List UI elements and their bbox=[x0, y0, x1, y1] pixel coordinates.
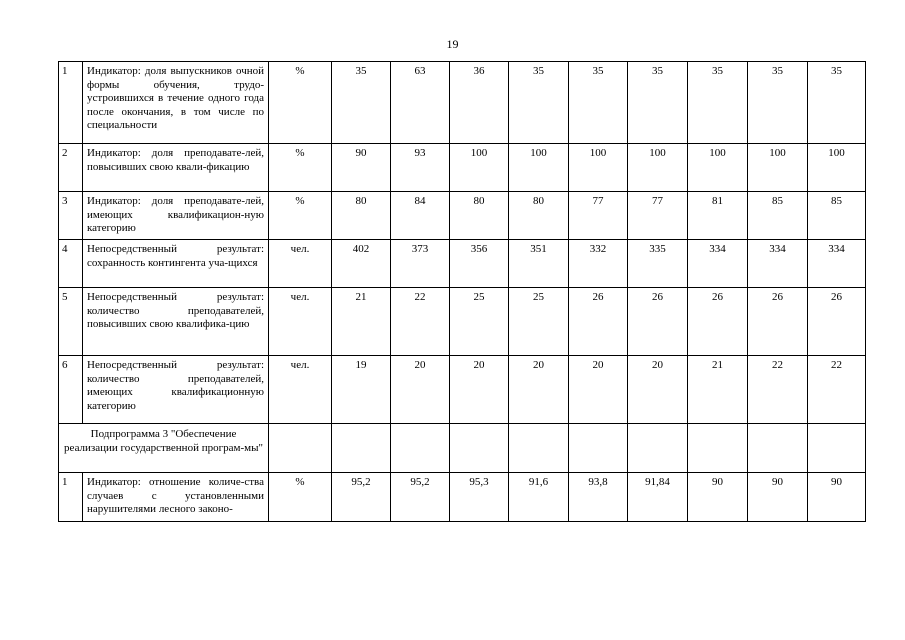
row-unit: чел. bbox=[269, 356, 332, 424]
subprogram-row bbox=[59, 424, 866, 473]
row-unit: % bbox=[269, 473, 332, 522]
row-value: 332 bbox=[569, 240, 628, 288]
row-value: 35 bbox=[569, 62, 628, 144]
row-value: 80 bbox=[509, 192, 569, 240]
row-value: 35 bbox=[509, 62, 569, 144]
row-description: Индикатор: доля преподавате-лей, имеющих квалификацион-ную категорию bbox=[83, 192, 269, 240]
row-value: 93 bbox=[391, 144, 450, 192]
row-value: 93,8 bbox=[569, 473, 628, 522]
row-value: 100 bbox=[688, 144, 748, 192]
row-value: 21 bbox=[688, 356, 748, 424]
table-row bbox=[59, 62, 866, 144]
row-index: 1 bbox=[59, 62, 83, 144]
row-value: 26 bbox=[628, 288, 688, 356]
empty-cell bbox=[391, 424, 450, 473]
row-value: 20 bbox=[569, 356, 628, 424]
empty-cell bbox=[569, 424, 628, 473]
row-index: 3 bbox=[59, 192, 83, 240]
row-value: 334 bbox=[688, 240, 748, 288]
row-value: 20 bbox=[450, 356, 509, 424]
row-value: 81 bbox=[688, 192, 748, 240]
row-value: 25 bbox=[509, 288, 569, 356]
row-value: 100 bbox=[450, 144, 509, 192]
table-row bbox=[59, 473, 866, 522]
row-value: 22 bbox=[391, 288, 450, 356]
row-description: Индикатор: отношение количе-ства случаев с установленными нарушителями лесного законо- bbox=[83, 473, 269, 522]
row-value: 100 bbox=[628, 144, 688, 192]
row-index: 2 bbox=[59, 144, 83, 192]
indicators-table bbox=[58, 61, 866, 522]
row-value: 26 bbox=[688, 288, 748, 356]
row-value: 95,2 bbox=[332, 473, 391, 522]
row-value: 21 bbox=[332, 288, 391, 356]
row-value: 85 bbox=[748, 192, 808, 240]
row-value: 95,3 bbox=[450, 473, 509, 522]
empty-cell bbox=[808, 424, 866, 473]
table-row bbox=[59, 288, 866, 356]
row-value: 22 bbox=[748, 356, 808, 424]
empty-cell bbox=[332, 424, 391, 473]
page-number: 19 bbox=[446, 37, 459, 51]
row-value: 84 bbox=[391, 192, 450, 240]
empty-cell bbox=[688, 424, 748, 473]
row-unit: % bbox=[269, 192, 332, 240]
row-unit: % bbox=[269, 144, 332, 192]
row-description: Непосредственный результат: количество преподавателей, имеющих квалификационную категорию bbox=[83, 356, 269, 424]
empty-cell bbox=[509, 424, 569, 473]
row-value: 77 bbox=[628, 192, 688, 240]
row-value: 26 bbox=[808, 288, 866, 356]
row-value: 35 bbox=[628, 62, 688, 144]
row-value: 356 bbox=[450, 240, 509, 288]
row-value: 19 bbox=[332, 356, 391, 424]
row-unit: чел. bbox=[269, 288, 332, 356]
table-row bbox=[59, 144, 866, 192]
row-value: 35 bbox=[332, 62, 391, 144]
row-description: Индикатор: доля преподавате-лей, повысивших свою квали-фикацию bbox=[83, 144, 269, 192]
row-index: 1 bbox=[59, 473, 83, 522]
table-row bbox=[59, 356, 866, 424]
row-value: 20 bbox=[509, 356, 569, 424]
empty-cell bbox=[269, 424, 332, 473]
row-value: 20 bbox=[628, 356, 688, 424]
row-value: 90 bbox=[688, 473, 748, 522]
row-value: 35 bbox=[748, 62, 808, 144]
row-index: 5 bbox=[59, 288, 83, 356]
row-value: 22 bbox=[808, 356, 866, 424]
row-value: 100 bbox=[569, 144, 628, 192]
row-value: 95,2 bbox=[391, 473, 450, 522]
row-value: 80 bbox=[450, 192, 509, 240]
row-value: 36 bbox=[450, 62, 509, 144]
row-value: 334 bbox=[808, 240, 866, 288]
subprogram-title: Подпрограмма 3 "Обеспечение реализации государственной програм-мы" bbox=[59, 424, 269, 473]
row-value: 80 bbox=[332, 192, 391, 240]
row-unit: чел. bbox=[269, 240, 332, 288]
row-value: 90 bbox=[808, 473, 866, 522]
row-value: 26 bbox=[748, 288, 808, 356]
row-value: 90 bbox=[748, 473, 808, 522]
row-value: 91,6 bbox=[509, 473, 569, 522]
row-value: 25 bbox=[450, 288, 509, 356]
row-description: Индикатор: доля выпускников очной формы обучения, трудо-устроившихся в течение одного года после окончания, в том числе по специальности bbox=[83, 62, 269, 144]
row-unit: % bbox=[269, 62, 332, 144]
row-value: 63 bbox=[391, 62, 450, 144]
row-value: 100 bbox=[748, 144, 808, 192]
row-index: 6 bbox=[59, 356, 83, 424]
empty-cell bbox=[748, 424, 808, 473]
row-value: 77 bbox=[569, 192, 628, 240]
row-index: 4 bbox=[59, 240, 83, 288]
row-value: 26 bbox=[569, 288, 628, 356]
row-value: 402 bbox=[332, 240, 391, 288]
row-value: 85 bbox=[808, 192, 866, 240]
row-value: 334 bbox=[748, 240, 808, 288]
row-value: 35 bbox=[808, 62, 866, 144]
row-value: 90 bbox=[332, 144, 391, 192]
empty-cell bbox=[450, 424, 509, 473]
row-description: Непосредственный результат: количество преподавателей, повысивших свою квалифика-цию bbox=[83, 288, 269, 356]
row-value: 335 bbox=[628, 240, 688, 288]
row-value: 91,84 bbox=[628, 473, 688, 522]
row-description: Непосредственный результат: сохранность контингента уча-щихся bbox=[83, 240, 269, 288]
empty-cell bbox=[628, 424, 688, 473]
row-value: 35 bbox=[688, 62, 748, 144]
row-value: 20 bbox=[391, 356, 450, 424]
table-row bbox=[59, 240, 866, 288]
row-value: 100 bbox=[808, 144, 866, 192]
row-value: 100 bbox=[509, 144, 569, 192]
row-value: 373 bbox=[391, 240, 450, 288]
row-value: 351 bbox=[509, 240, 569, 288]
table-row bbox=[59, 192, 866, 240]
